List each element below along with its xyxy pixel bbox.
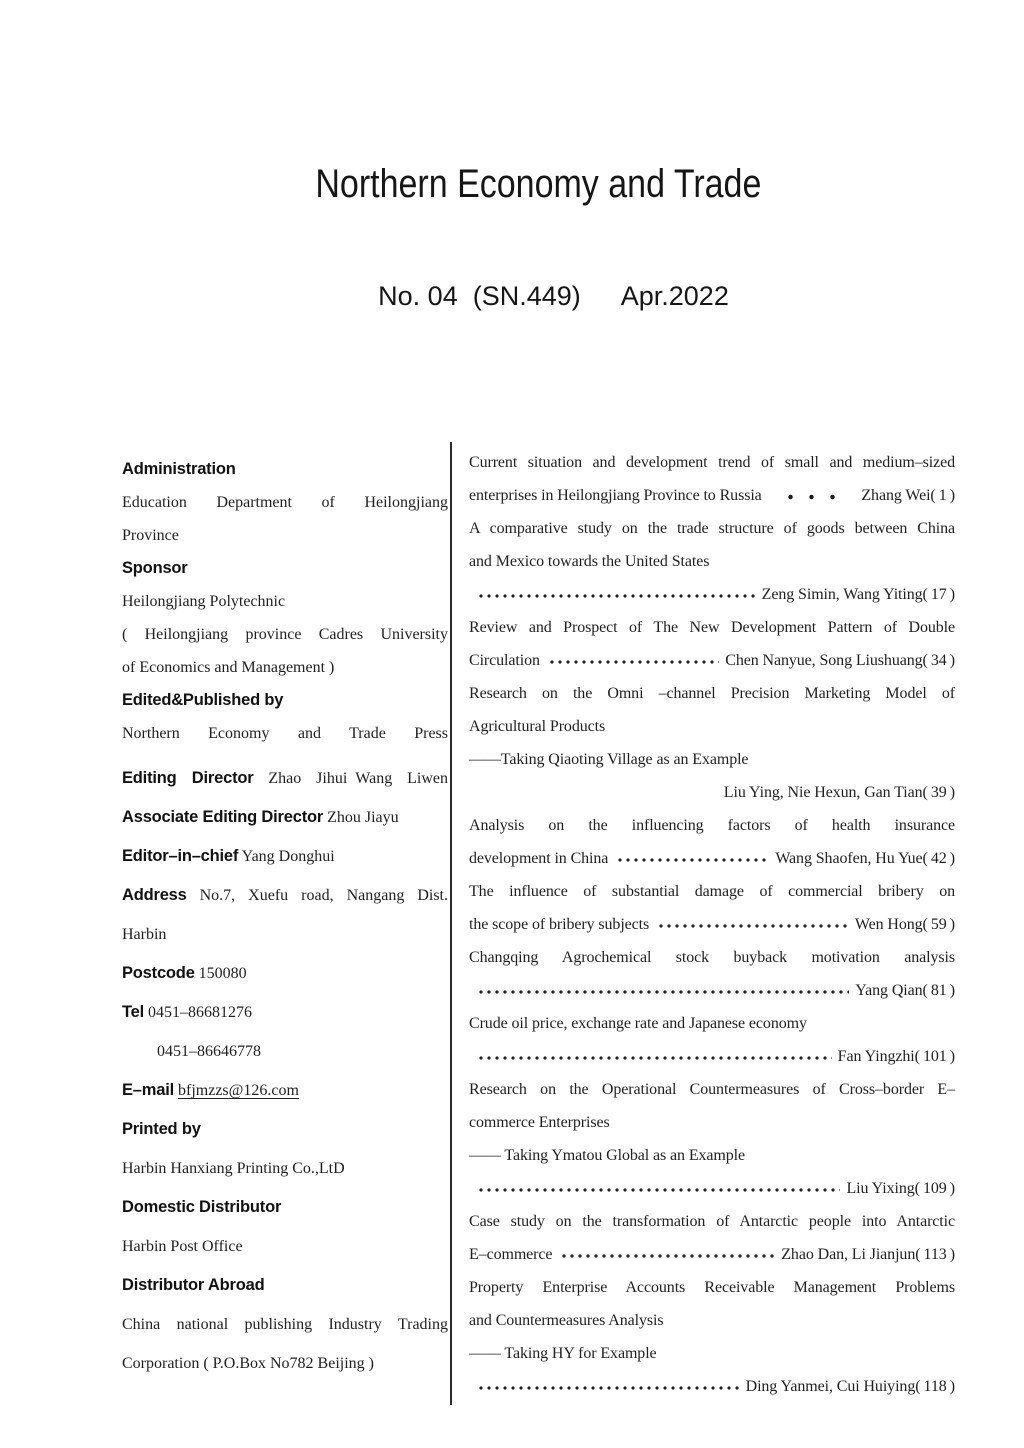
toc-line — [469, 743, 955, 776]
masthead-line — [122, 486, 448, 519]
toc-title-text: Crude oil price, exchange rate and Japanese economy — [469, 1015, 807, 1032]
toc-author-page: Fan Yingzhi( 101 ) — [837, 1048, 955, 1065]
masthead-field-value: Harbin — [122, 926, 167, 943]
toc-line — [469, 1271, 955, 1304]
masthead-line — [122, 1110, 448, 1149]
masthead-line — [122, 837, 448, 876]
toc-title-text: development in China — [469, 850, 609, 867]
issue-date: Apr.2022 — [620, 281, 729, 311]
masthead-field-value: 0451–86681276 — [148, 1004, 253, 1021]
toc-title-text: E–commerce — [469, 1246, 553, 1263]
masthead-field-value: Harbin Hanxiang Printing Co.,LtD — [122, 1160, 345, 1177]
toc-title-text: enterprises in Heilongjiang Province to Russia — [469, 487, 762, 504]
issue-number: No. 04 (SN.449) — [378, 281, 581, 311]
journal-title-text: Northern Economy and Trade — [315, 162, 762, 206]
masthead-field-label: Sponsor — [122, 559, 188, 577]
masthead-field-label: Address — [122, 886, 187, 904]
toc-line — [469, 875, 955, 908]
masthead-line — [122, 1344, 448, 1383]
toc-title-text: Case study on the transformation of Antarctic people into Antarctic — [469, 1213, 955, 1230]
toc-title-text: Agricultural Products — [469, 718, 606, 735]
toc-title-text: the scope of bribery subjects — [469, 916, 650, 933]
toc-author-page: Yang Qian( 81 ) — [855, 982, 955, 999]
toc-line — [469, 611, 955, 644]
toc-line — [469, 809, 955, 842]
dot-leader — [475, 974, 849, 1007]
toc-line — [469, 677, 955, 710]
toc-title-text: commerce Enterprises — [469, 1114, 610, 1131]
toc-line — [469, 1205, 955, 1238]
toc-title-text: and Mexico towards the United States — [469, 553, 710, 570]
masthead-line — [122, 1266, 448, 1305]
masthead-line — [122, 1227, 448, 1266]
toc-line — [469, 776, 955, 809]
dot-leader — [546, 644, 719, 677]
toc-line — [469, 1337, 955, 1370]
dot-leader — [772, 479, 852, 512]
toc-title-text: ——Taking Qiaoting Village as an Example — [469, 751, 749, 768]
issue-line — [122, 250, 955, 343]
toc-title-text: Current situation and development trend of small and medium–sized — [469, 454, 955, 471]
toc-title-text: —— Taking HY for Example — [469, 1345, 657, 1362]
journal-title — [122, 162, 955, 206]
toc-title-text: Analysis on the influencing factors of health insurance — [469, 817, 955, 834]
toc-title-text: Property Enterprise Accounts Receivable Management Problems — [469, 1279, 955, 1296]
toc-title-text: The influence of substantial damage of commercial bribery on — [469, 883, 955, 900]
masthead-field-label: Editing Director — [122, 769, 254, 787]
masthead-field-label: Printed by — [122, 1120, 201, 1138]
toc-line — [469, 1040, 955, 1073]
dot-leader — [475, 1370, 740, 1403]
masthead-field-label: Associate Editing Director — [122, 808, 324, 826]
masthead-section-2 — [122, 759, 448, 1383]
toc-title-text: Circulation — [469, 652, 540, 669]
masthead-line — [122, 798, 448, 837]
masthead-field-value: of Economics and Management ) — [122, 659, 335, 676]
toc-author-page: Zhang Wei( 1 ) — [861, 487, 955, 504]
toc-author-page: Wen Hong( 59 ) — [854, 916, 955, 933]
masthead-field-value: Harbin Post Office — [122, 1238, 243, 1255]
toc-line — [469, 842, 955, 875]
masthead-line — [122, 618, 448, 651]
masthead-field-value: ( Heilongjiang province Cadres University — [122, 626, 448, 643]
toc-title-text: Review and Prospect of The New Development Pattern of Double — [469, 619, 955, 636]
masthead-field-label: Postcode — [122, 964, 195, 982]
masthead-line — [122, 453, 448, 486]
dot-leader — [475, 1172, 840, 1205]
toc-author-page: Chen Nanyue, Song Liushuang( 34 ) — [725, 652, 955, 669]
masthead-field-label: Editor–in–chief — [122, 847, 239, 865]
masthead-field-label: Domestic Distributor — [122, 1198, 282, 1216]
toc-author-page: Ding Yanmei, Cui Huiying( 118 ) — [745, 1378, 955, 1395]
toc-author-page: Zeng Simin, Wang Yiting( 17 ) — [761, 586, 955, 603]
masthead-line — [122, 1071, 448, 1110]
masthead-field-value: Education Department of Heilongjiang — [122, 494, 448, 511]
masthead-field-label: Edited&Published by — [122, 691, 284, 709]
masthead-line — [122, 651, 448, 684]
masthead-field-label: Administration — [122, 460, 236, 478]
masthead-line — [122, 1032, 448, 1071]
toc-author-page: Liu Ying, Nie Hexun, Gan Tian( 39 ) — [723, 784, 955, 801]
toc-line — [469, 1238, 955, 1271]
masthead-line — [122, 585, 448, 618]
email-address: bfjmzzs@126.com — [178, 1082, 299, 1099]
masthead-field-value: No.7, Xuefu road, Nangang Dist. — [199, 887, 448, 904]
masthead-line — [122, 1149, 448, 1188]
toc-line — [469, 545, 955, 578]
toc-line — [469, 479, 955, 512]
toc-line — [469, 446, 955, 479]
masthead-line — [122, 954, 448, 993]
masthead-field-value: Zhao Jihui Wang Liwen — [268, 770, 448, 787]
masthead-line — [122, 717, 448, 750]
content-columns — [122, 442, 955, 1405]
masthead-line — [122, 759, 448, 798]
masthead-field-value: 0451–86646778 — [157, 1043, 261, 1060]
masthead-line — [122, 876, 448, 915]
masthead-field-value: Heilongjiang Polytechnic — [122, 593, 286, 610]
toc-author-page: Liu Yixing( 109 ) — [846, 1180, 955, 1197]
toc-title-text: A comparative study on the trade structure of goods between China — [469, 520, 955, 537]
masthead-line — [122, 915, 448, 954]
toc-line — [469, 512, 955, 545]
toc-column — [452, 442, 955, 1405]
toc-line — [469, 1106, 955, 1139]
masthead-field-value: China national publishing Industry Trading — [122, 1316, 448, 1333]
masthead-line — [122, 684, 448, 717]
masthead-section-1 — [122, 453, 448, 750]
toc-line — [469, 908, 955, 941]
toc-line — [469, 644, 955, 677]
toc-title-text: and Countermeasures Analysis — [469, 1312, 664, 1329]
masthead-field-value: 150080 — [198, 965, 247, 982]
masthead-field-value: Northern Economy and Trade Press — [122, 725, 448, 742]
masthead-field-value: Province — [122, 527, 179, 544]
masthead-field-label: E–mail — [122, 1081, 174, 1099]
masthead-line — [122, 1188, 448, 1227]
toc-author-page: Zhao Dan, Li Jianjun( 113 ) — [781, 1246, 955, 1263]
toc-line — [469, 941, 955, 974]
toc-title-text: Research on the Operational Countermeasures of Cross–border E– — [469, 1081, 955, 1098]
toc-title-text: Research on the Omni –channel Precision Marketing Model of — [469, 685, 955, 702]
dot-leader — [614, 842, 769, 875]
masthead-field-label: Distributor Abroad — [122, 1276, 265, 1294]
dot-leader — [655, 908, 849, 941]
masthead-field-label: Tel — [122, 1003, 145, 1021]
toc-line — [469, 1172, 955, 1205]
toc-author-page: Wang Shaofen, Hu Yue( 42 ) — [775, 850, 955, 867]
toc-line — [469, 1007, 955, 1040]
toc-title-text: —— Taking Ymatou Global as an Example — [469, 1147, 746, 1164]
masthead-line — [122, 552, 448, 585]
toc-line — [469, 974, 955, 1007]
toc-line — [469, 578, 955, 611]
masthead-column — [122, 442, 452, 1405]
dot-leader — [558, 1238, 775, 1271]
masthead-field-value: Zhou Jiayu — [327, 809, 399, 826]
toc-title-text: Changqing Agrochemical stock buyback motivation analysis — [469, 949, 955, 966]
toc-line — [469, 1304, 955, 1337]
toc-line — [469, 1139, 955, 1172]
toc-line — [469, 710, 955, 743]
masthead-field-value: Yang Donghui — [241, 848, 335, 865]
masthead-field-value: Corporation ( P.O.Box No782 Beijing ) — [122, 1355, 374, 1372]
toc-line — [469, 1073, 955, 1106]
masthead-line — [122, 1305, 448, 1344]
dot-leader — [475, 578, 756, 611]
dot-leader — [475, 1040, 832, 1073]
toc-line — [469, 1370, 955, 1403]
masthead-line — [122, 993, 448, 1032]
masthead-line — [122, 519, 448, 552]
